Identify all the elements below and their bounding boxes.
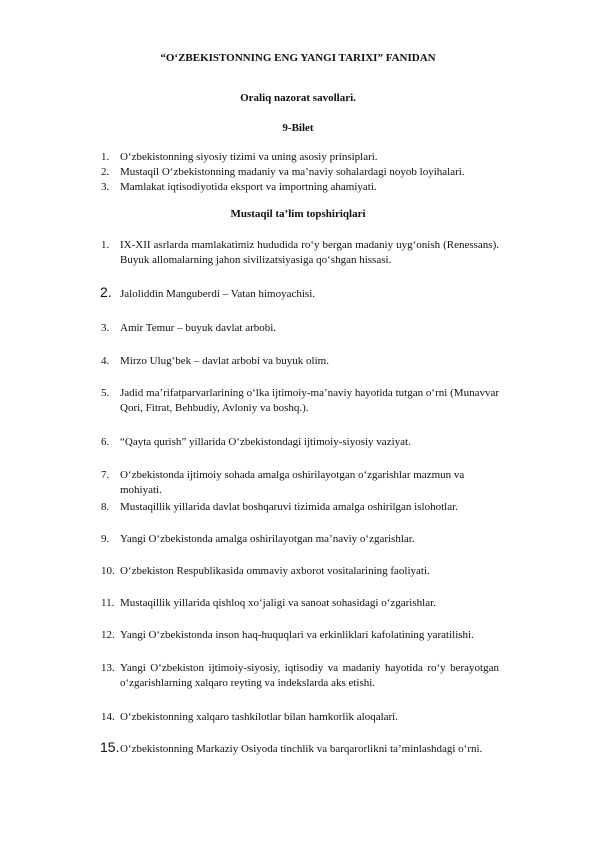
item-text: Yangi O‘zbekistonda inson haq-huquqlari va erkinliklari kafolatining yaratilishi. [120,629,474,641]
item-text: Mirzo Ulug‘bek – davlat arbobi va buyuk olim. [120,355,329,367]
item-number: 13. [101,662,115,674]
item-text: IX-XII asrlarda mamlakatimiz hududida ro‘y bergan madaniy uyg‘onish (Renessans). Buyuk allomalarning jahon sivilizatsiyasiga qo‘shgan hissasi. [120,239,499,266]
item-text: Mustaqillik yillarida davlat boshqaruvi tizimida amalga oshirilgan islohotlar. [120,501,458,513]
item-number: 9. [101,533,110,545]
item-number: 12. [101,629,115,641]
item-text: Mamlakat iqtisodiyotida eksport va importning ahamiyati. [120,181,377,193]
item-text: Jaloliddin Manguberdi – Vatan himoyachisi. [120,288,316,300]
ticket-number: 9-Bilet [282,122,314,134]
item-number: 2. [100,284,112,300]
item-text: Jadid ma’rifatparvarlarining o‘lka ijtimoiy-ma’naviy hayotida tutgan o‘rni (Munavvar Qori, Fitrat, Behbudiy, Avloniy va boshq.). [120,387,499,414]
item-number: 3. [101,181,110,193]
item-text: Yangi O‘zbekiston ijtimoiy-siyosiy, iqtisodiy va madaniy hayotida ro‘y berayotgan o‘zgarishlarning xalqaro reyting va indekslarda aks etishi. [120,662,499,689]
item-text: O‘zbekistonda ijtimoiy sohada amalga oshirilayotgan o‘zgarishlar mazmun va mohiyati. [120,469,465,496]
item-text: “Qayta qurish” yillarida O‘zbekistondagi ijtimoiy-siyosiy vaziyat. [120,436,411,448]
item-number: 8. [101,501,110,513]
item-text: O‘zbekistonning xalqaro tashkilotlar bilan hamkorlik aloqalari. [120,711,398,723]
item-number: 1. [101,151,110,163]
subject-title: “O‘ZBEKISTONNING ENG YANGI TARIXI” FANIDAN [160,52,436,64]
item-number: 7. [101,469,110,481]
item-number: 10. [101,565,115,577]
item-number: 4. [101,355,110,367]
item-number: 15. [100,739,120,755]
item-number: 2. [101,166,110,178]
item-text: O‘zbekistonning siyosiy tizimi va uning asosiy prinsiplari. [120,151,378,163]
item-text: Mustaqil O‘zbekistonning madaniy va ma’naviy sohalardagi noyob loyihalari. [120,166,465,178]
item-text: Amir Temur – buyuk davlat arbobi. [120,322,277,334]
item-text: Mustaqillik yillarida qishloq xo‘jaligi va sanoat sohasidagi o‘zgarishlar. [120,597,436,609]
independent-work-title: Mustaqil ta’lim topshiriqlari [230,208,366,220]
item-number: 6. [101,436,110,448]
item-number: 14. [101,711,115,723]
exam-title: Oraliq nazorat savollari. [240,92,356,104]
item-number: 11. [101,597,115,609]
item-number: 1. [101,239,110,251]
item-text: Yangi O‘zbekistonda amalga oshirilayotgan ma’naviy o‘zgarishlar. [120,533,415,545]
item-text: O‘zbekiston Respublikasida ommaviy axborot vositalarining faoliyati. [120,565,430,577]
item-number: 5. [101,387,110,399]
item-text: O‘zbekistonning Markaziy Osiyoda tinchlik va barqarorlikni ta’minlashdagi o‘rni. [120,743,483,755]
item-number: 3. [101,322,110,334]
